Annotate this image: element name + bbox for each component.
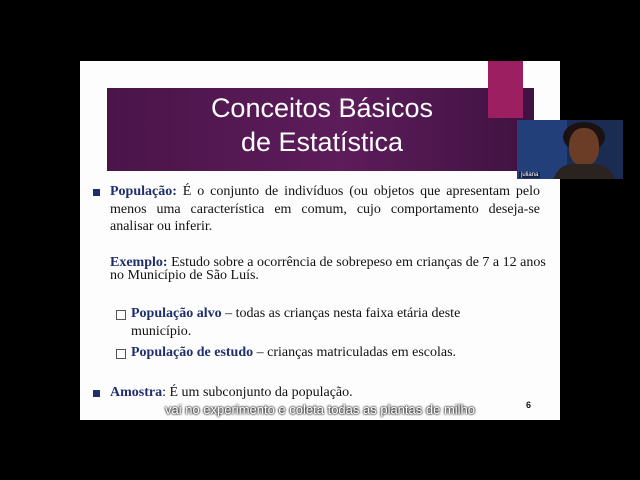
participant-face <box>569 128 599 166</box>
populacao-alvo-item <box>131 305 521 340</box>
exemplo-text: Estudo sobre a ocorrência de sobrepeso em crianças de 7 a 12 anos no Município de São Luís. <box>110 255 546 283</box>
alvo-label: População alvo <box>131 306 222 321</box>
estudo-label: População de estudo <box>131 345 254 360</box>
participant-name: juliana <box>521 172 539 178</box>
exemplo-label: Exemplo: <box>110 255 168 270</box>
title-line-2: de Estatística <box>240 127 404 157</box>
presentation-slide <box>80 61 560 420</box>
bullet-square-icon <box>93 189 100 196</box>
populacao-text: É o conjunto de indivíduos (ou objetos que apresentam pelo menos uma característica em comum, cujo comportamento deseja-se analisar ou inferir. <box>110 184 540 234</box>
participant-video-tile[interactable] <box>517 120 623 179</box>
populacao-paragraph <box>110 183 540 236</box>
participant-body <box>553 164 615 179</box>
estudo-text: – crianças matriculadas em escolas. <box>253 345 457 360</box>
amostra-label: Amostra <box>110 385 163 400</box>
page-number: 6 <box>526 400 532 410</box>
alvo-text: – todas as crianças nesta faixa etária deste município. <box>131 306 461 339</box>
caption-subtitle: vai no experimento e coleta todas as plantas de milho <box>164 402 476 417</box>
populacao-estudo-item <box>131 344 541 362</box>
amostra-paragraph <box>110 384 530 402</box>
amostra-text: : É um subconjunto da população. <box>162 385 353 400</box>
sub-bullet-icon <box>116 349 126 359</box>
slide-title <box>107 91 537 159</box>
bullet-square-icon <box>93 390 100 397</box>
sub-bullet-icon <box>116 310 126 320</box>
title-line-1: Conceitos Básicos <box>210 93 434 123</box>
populacao-label: População: <box>110 184 177 199</box>
exemplo-paragraph <box>110 256 550 282</box>
